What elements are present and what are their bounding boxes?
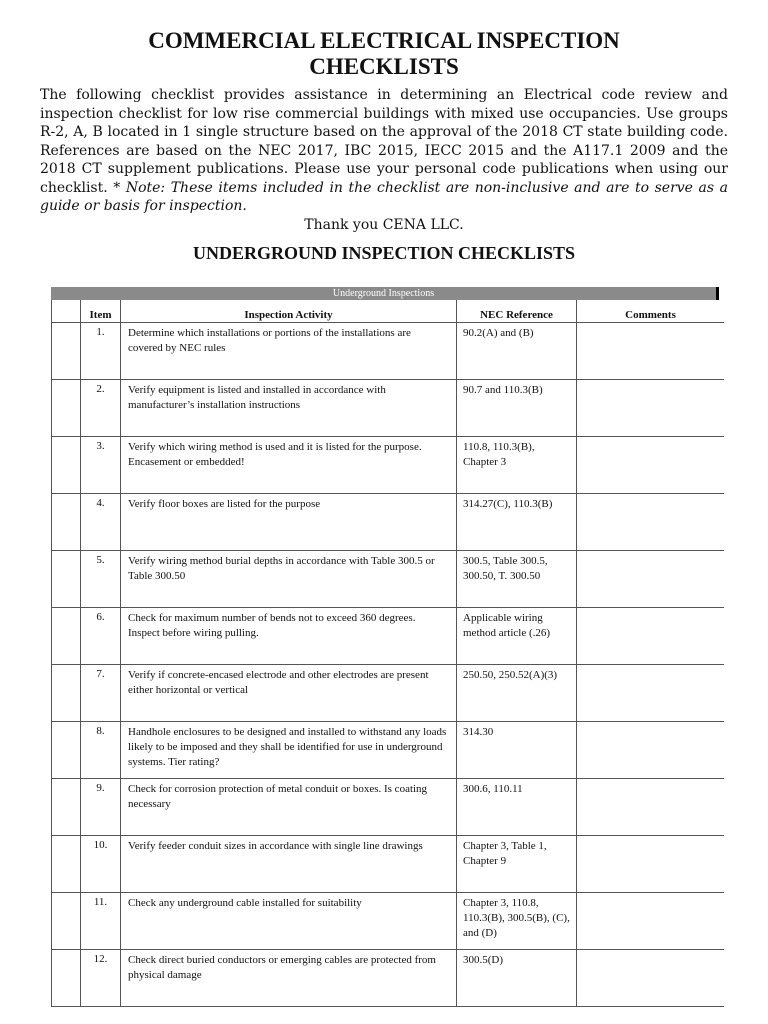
- comments-cell[interactable]: [577, 323, 725, 380]
- table-body: [52, 323, 725, 1007]
- row-blank-cell: [52, 323, 81, 380]
- header-item: Item: [81, 300, 121, 323]
- intro-paragraph: [40, 86, 728, 234]
- nec-reference: 300.5, Table 300.5, 300.50, T. 300.50: [457, 551, 577, 608]
- inspection-activity: Check direct buried conductors or emerging cables are protected from physical damage: [121, 950, 457, 1007]
- table-row: [52, 836, 725, 893]
- inspection-activity: Check any underground cable installed for suitability: [121, 893, 457, 950]
- comments-cell[interactable]: [577, 779, 725, 836]
- row-blank-cell: [52, 779, 81, 836]
- item-number: 11.: [81, 893, 121, 950]
- row-blank-cell: [52, 380, 81, 437]
- item-number: 12.: [81, 950, 121, 1007]
- table-banner: Underground Inspections: [51, 287, 719, 300]
- inspection-activity: Verify feeder conduit sizes in accordance with single line drawings: [121, 836, 457, 893]
- thanks-line: Thank you CENA LLC.: [304, 216, 464, 233]
- item-number: 1.: [81, 323, 121, 380]
- nec-reference: Chapter 3, Table 1, Chapter 9: [457, 836, 577, 893]
- inspection-activity: Check for maximum number of bends not to exceed 360 degrees. Inspect before wiring pulling.: [121, 608, 457, 665]
- table-row: [52, 893, 725, 950]
- row-blank-cell: [52, 494, 81, 551]
- table-row: [52, 380, 725, 437]
- header-reference: NEC Reference: [457, 300, 577, 323]
- table-row: [52, 437, 725, 494]
- comments-cell[interactable]: [577, 950, 725, 1007]
- nec-reference: 314.27(C), 110.3(B): [457, 494, 577, 551]
- item-number: 9.: [81, 779, 121, 836]
- item-number: 6.: [81, 608, 121, 665]
- row-blank-cell: [52, 608, 81, 665]
- intro-text: The following checklist provides assistance in determining an Electrical code review and inspection checklist for low rise commercial buildings with mixed use occupancies. Use groups R-2, A, B located in 1 single structure based on the approval of the 2018 CT state building code. References are based on the NEC 2017, IBC 2015, IECC 2015 and the A117.1 2009 and the 2018 CT supplement publications. Please use your personal code publications when using our checklist.: [40, 87, 728, 196]
- intro-note: * Note: These items included in the checklist are non-inclusive and are to serve as a guide or basis for inspection.: [40, 179, 728, 214]
- document-title-line-2: CHECKLISTS: [309, 54, 459, 79]
- inspection-activity: Verify floor boxes are listed for the purpose: [121, 494, 457, 551]
- table-row: [52, 323, 725, 380]
- row-blank-cell: [52, 551, 81, 608]
- inspection-table: [51, 300, 724, 1007]
- table-row: [52, 551, 725, 608]
- header-blank: [52, 300, 81, 323]
- item-number: 10.: [81, 836, 121, 893]
- comments-cell[interactable]: [577, 722, 725, 779]
- nec-reference: 250.50, 250.52(A)(3): [457, 665, 577, 722]
- nec-reference: 90.7 and 110.3(B): [457, 380, 577, 437]
- row-blank-cell: [52, 950, 81, 1007]
- inspection-activity: Verify if concrete-encased electrode and other electrodes are present either horizontal or vertical: [121, 665, 457, 722]
- section-heading: UNDERGROUND INSPECTION CHECKLISTS: [192, 243, 576, 263]
- row-blank-cell: [52, 722, 81, 779]
- inspection-activity: Verify equipment is listed and installed in accordance with manufacturer’s installation instructions: [121, 380, 457, 437]
- comments-cell[interactable]: [577, 494, 725, 551]
- inspection-activity: Verify wiring method burial depths in accordance with Table 300.5 or Table 300.50: [121, 551, 457, 608]
- table-row: [52, 494, 725, 551]
- item-number: 8.: [81, 722, 121, 779]
- table-row: [52, 665, 725, 722]
- table-header-row: [52, 300, 725, 323]
- comments-cell[interactable]: [577, 893, 725, 950]
- comments-cell[interactable]: [577, 437, 725, 494]
- nec-reference: 90.2(A) and (B): [457, 323, 577, 380]
- inspection-activity: Handhole enclosures to be designed and installed to withstand any loads likely to be imposed and they shall be identified for use in underground systems. Tier rating?: [121, 722, 457, 779]
- table-row: [52, 779, 725, 836]
- document-title-line-1: COMMERCIAL ELECTRICAL INSPECTION: [148, 28, 620, 53]
- header-comments: Comments: [577, 300, 725, 323]
- table-row: [52, 608, 725, 665]
- inspection-activity: Verify which wiring method is used and it is listed for the purpose. Encasement or embedded!: [121, 437, 457, 494]
- item-number: 2.: [81, 380, 121, 437]
- table-row: [52, 950, 725, 1007]
- row-blank-cell: [52, 836, 81, 893]
- inspection-activity: Check for corrosion protection of metal conduit or boxes. Is coating necessary: [121, 779, 457, 836]
- row-blank-cell: [52, 665, 81, 722]
- inspection-table-container: [51, 287, 719, 1007]
- comments-cell[interactable]: [577, 836, 725, 893]
- item-number: 3.: [81, 437, 121, 494]
- inspection-activity: Determine which installations or portions of the installations are covered by NEC rules: [121, 323, 457, 380]
- row-blank-cell: [52, 893, 81, 950]
- item-number: 7.: [81, 665, 121, 722]
- comments-cell[interactable]: [577, 551, 725, 608]
- table-row: [52, 722, 725, 779]
- comments-cell[interactable]: [577, 608, 725, 665]
- item-number: 5.: [81, 551, 121, 608]
- nec-reference: Applicable wiring method article (.26): [457, 608, 577, 665]
- comments-cell[interactable]: [577, 380, 725, 437]
- nec-reference: 300.5(D): [457, 950, 577, 1007]
- comments-cell[interactable]: [577, 665, 725, 722]
- header-activity: Inspection Activity: [121, 300, 457, 323]
- row-blank-cell: [52, 437, 81, 494]
- nec-reference: 314.30: [457, 722, 577, 779]
- nec-reference: Chapter 3, 110.8, 110.3(B), 300.5(B), (C), and (D): [457, 893, 577, 950]
- nec-reference: 300.6, 110.11: [457, 779, 577, 836]
- nec-reference: 110.8, 110.3(B), Chapter 3: [457, 437, 577, 494]
- item-number: 4.: [81, 494, 121, 551]
